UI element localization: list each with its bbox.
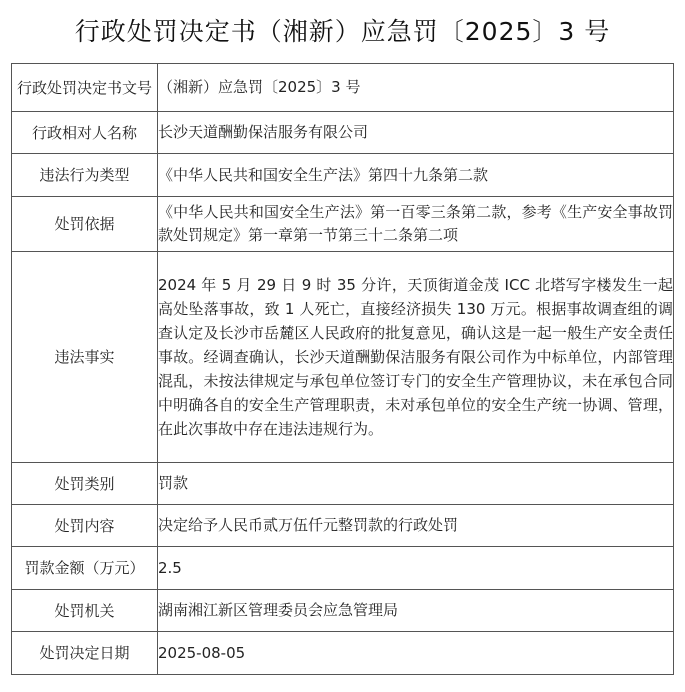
label-penalty-category: 处罚类别 bbox=[12, 463, 158, 505]
penalty-info-table bbox=[11, 63, 674, 675]
value-penalty-content: 决定给予人民币贰万伍仟元整罚款的行政处罚 bbox=[158, 505, 674, 547]
label-fine-amount: 罚款金额（万元） bbox=[12, 547, 158, 590]
value-penalty-authority: 湖南湘江新区管理委员会应急管理局 bbox=[158, 590, 674, 632]
table-row bbox=[12, 154, 674, 197]
label-violation-facts: 违法事实 bbox=[12, 252, 158, 463]
table-row bbox=[12, 197, 674, 252]
value-fine-amount: 2.5 bbox=[158, 547, 674, 590]
value-party-name: 长沙天道酬勤保洁服务有限公司 bbox=[158, 112, 674, 154]
label-party-name: 行政相对人名称 bbox=[12, 112, 158, 154]
label-decision-date: 处罚决定日期 bbox=[12, 632, 158, 675]
label-penalty-content: 处罚内容 bbox=[12, 505, 158, 547]
document-title: 行政处罚决定书（湘新）应急罚〔2025〕3 号 bbox=[74, 17, 611, 46]
label-violation-type: 违法行为类型 bbox=[12, 154, 158, 197]
table-row bbox=[12, 64, 674, 112]
table-row bbox=[12, 590, 674, 632]
label-penalty-authority: 处罚机关 bbox=[12, 590, 158, 632]
table-row bbox=[12, 547, 674, 590]
label-decision-number: 行政处罚决定书文号 bbox=[12, 64, 158, 112]
table-row bbox=[12, 252, 674, 463]
value-penalty-basis: 《中华人民共和国安全生产法》第一百零三条第二款，参考《生产安全事故罚款处罚规定》第一章第一节第三十二条第二项 bbox=[158, 197, 674, 252]
value-decision-date: 2025-08-05 bbox=[158, 632, 674, 675]
value-violation-type: 《中华人民共和国安全生产法》第四十九条第二款 bbox=[158, 154, 674, 197]
label-penalty-basis: 处罚依据 bbox=[12, 197, 158, 252]
value-decision-number: （湘新）应急罚〔2025〕3 号 bbox=[158, 64, 674, 112]
table-row bbox=[12, 463, 674, 505]
value-violation-facts: 2024 年 5 月 29 日 9 时 35 分许，天顶街道金茂 ICC 北塔写字楼发生一起高处坠落事故，致 1 人死亡，直接经济损失 130 万元。根据事故调查组的调查认定及长沙市岳麓区人民政府的批复意见，确认这是一起一般生产安全责任事故。经调查确认，长沙天道酬勤保洁服务有限公司作为中标单位，内部管理混乱，未按法律规定与承包单位签订专门的安全生产管理协议，未在承包合同中明确各自的安全生产管理职责，未对承包单位的安全生产统一协调、管理，在此次事故中存在违法违规行为。 bbox=[158, 252, 674, 463]
table-row bbox=[12, 632, 674, 675]
table-row bbox=[12, 112, 674, 154]
value-penalty-category: 罚款 bbox=[158, 463, 674, 505]
table-row bbox=[12, 505, 674, 547]
